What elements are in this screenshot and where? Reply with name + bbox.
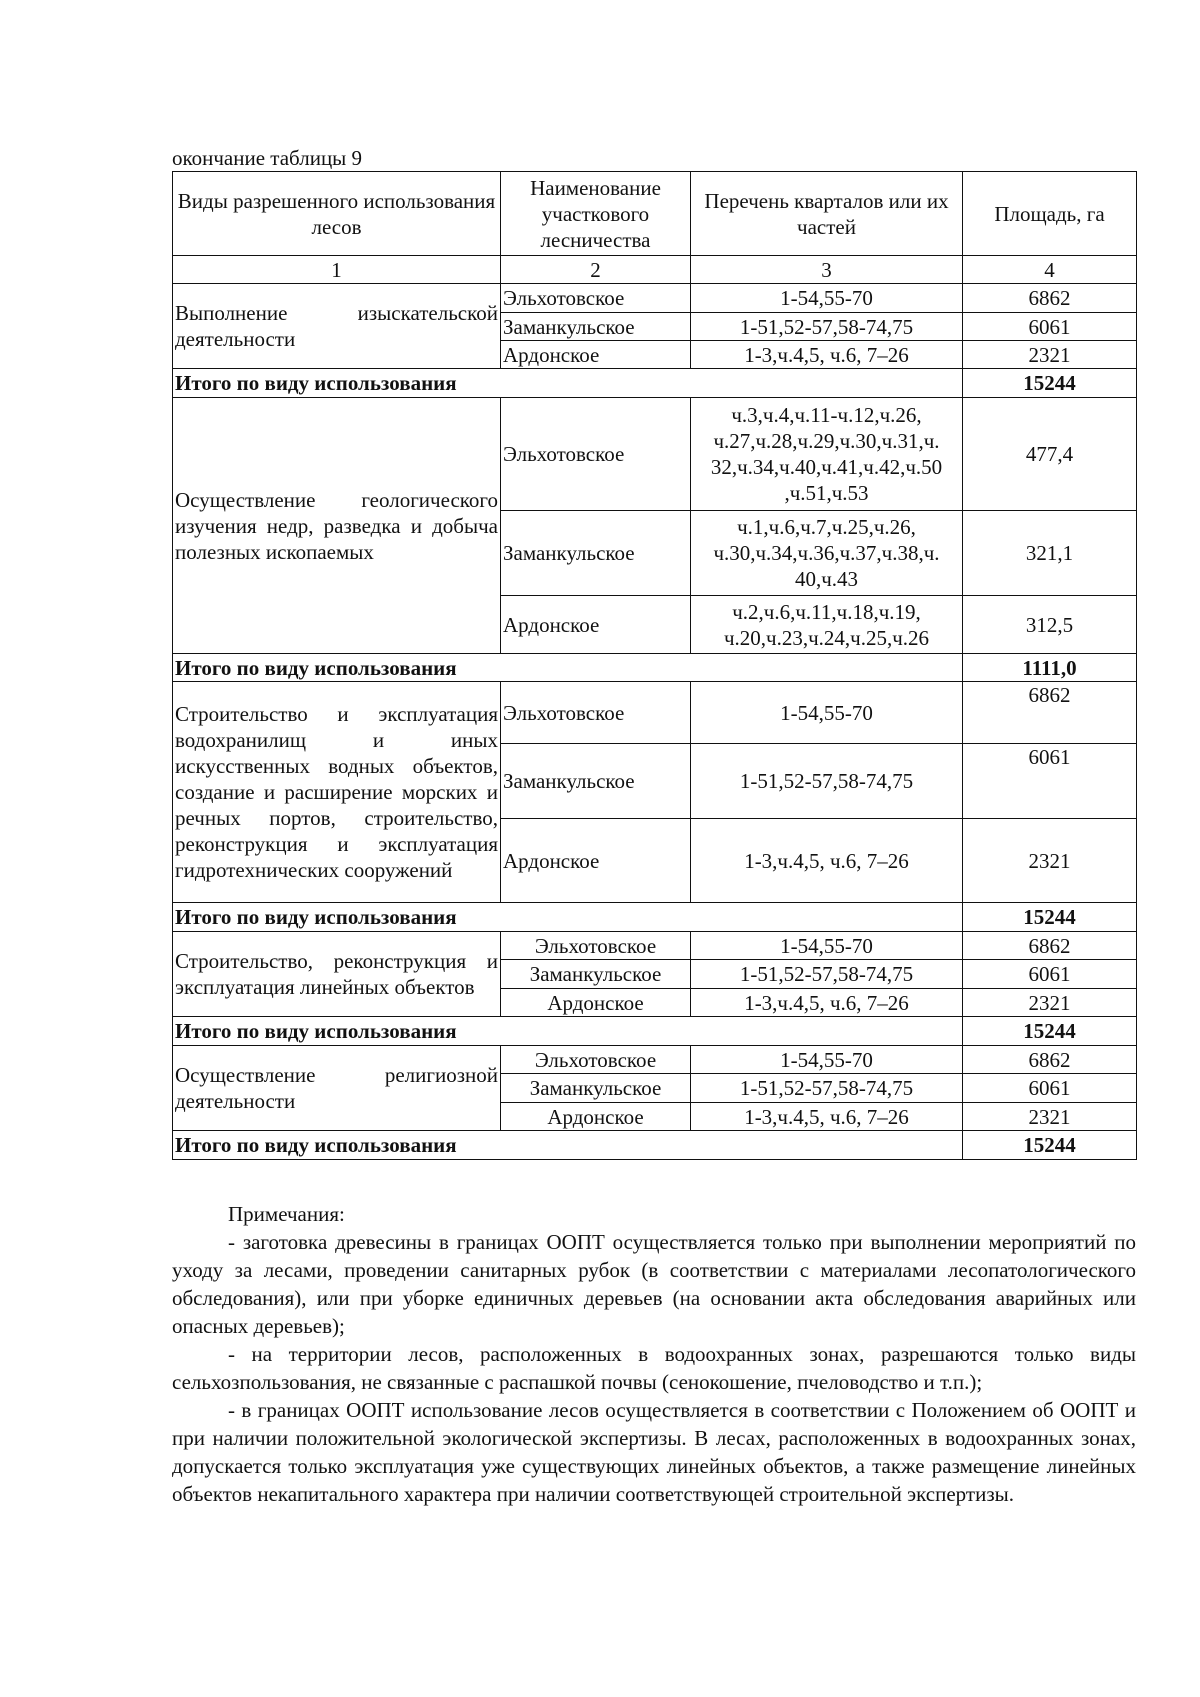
use-type-cell: Осуществление религиозной деятельности <box>173 1046 501 1131</box>
total-label: Итого по виду использования <box>173 1131 963 1160</box>
forestry-cell: Ардонское <box>501 989 691 1017</box>
total-value: 15244 <box>963 1017 1137 1046</box>
quarters-cell: 1-51,52-57,58-74,75 <box>691 960 963 989</box>
area-cell: 477,4 <box>963 398 1137 511</box>
area-cell: 6061 <box>963 744 1137 819</box>
quarters-cell: 1-3,ч.4,5, ч.6, 7–26 <box>691 819 963 903</box>
total-label: Итого по виду использования <box>173 654 963 682</box>
area-cell: 6862 <box>963 284 1137 313</box>
forestry-cell: Эльхотовское <box>501 398 691 511</box>
col-number: 4 <box>963 256 1137 284</box>
note-item: - заготовка древесины в границах ООПТ осуществляется только при выполнении мероприятий по уходу за лесами, проведении санитарных рубок (в соответствии с материалами лесопатологического обследования), или при уборке единичных деревьев (на основании акта обследования аварийных или опасных деревьев); <box>172 1230 1136 1338</box>
area-cell: 6061 <box>963 313 1137 341</box>
quarters-cell: 1-51,52-57,58-74,75 <box>691 1074 963 1103</box>
forestry-cell: Эльхотовское <box>501 284 691 313</box>
col-number: 2 <box>501 256 691 284</box>
use-type-cell: Строительство и эксплуатация водохранилищ и иных искусственных водных объектов, создание и расширение морских и речных портов, строительство, реконструкция и эксплуатация гидротехнических сооружений <box>173 682 501 903</box>
area-cell: 312,5 <box>963 596 1137 654</box>
quarters-cell: 1-54,55-70 <box>691 932 963 960</box>
forestry-cell: Заманкульское <box>501 744 691 819</box>
total-value: 15244 <box>963 903 1137 932</box>
notes-section <box>172 1200 1136 1508</box>
note-item: - в границах ООПТ использование лесов осуществляется в соответствии с Положением об ООПТ и при наличии положительной экологической экспертизы. В лесах, расположенных в водоохранных зонах, допускается только эксплуатация уже существующих линейных объектов, а также размещение линейных объектов некапитального характера при наличии соответствующей строительной экспертизы. <box>172 1398 1136 1506</box>
forestry-cell: Заманкульское <box>501 511 691 596</box>
forestry-cell: Эльхотовское <box>501 1046 691 1074</box>
use-type-cell: Строительство, реконструкция и эксплуатация линейных объектов <box>173 932 501 1017</box>
total-label: Итого по виду использования <box>173 369 963 398</box>
total-label: Итого по виду использования <box>173 1017 963 1046</box>
area-cell: 6862 <box>963 682 1137 744</box>
area-cell: 2321 <box>963 989 1137 1017</box>
header-col4: Площадь, га <box>963 172 1137 256</box>
forestry-cell: Заманкульское <box>501 960 691 989</box>
forestry-cell: Заманкульское <box>501 313 691 341</box>
column-number-row <box>173 256 1137 284</box>
quarters-cell: 1-54,55-70 <box>691 284 963 313</box>
area-cell: 321,1 <box>963 511 1137 596</box>
area-cell: 6061 <box>963 960 1137 989</box>
forestry-cell: Эльхотовское <box>501 932 691 960</box>
col-number: 1 <box>173 256 501 284</box>
total-row <box>173 654 1137 682</box>
area-cell: 6862 <box>963 1046 1137 1074</box>
total-value: 15244 <box>963 1131 1137 1160</box>
forestry-cell: Эльхотовское <box>501 682 691 744</box>
total-row <box>173 1131 1137 1160</box>
total-row <box>173 1017 1137 1046</box>
forest-use-table <box>172 171 1137 1160</box>
quarters-cell: ч.1,ч.6,ч.7,ч.25,ч.26, ч.30,ч.34,ч.36,ч.37,ч.38,ч. 40,ч.43 <box>691 511 963 596</box>
forestry-cell: Ардонское <box>501 1103 691 1131</box>
area-cell: 2321 <box>963 341 1137 369</box>
forestry-cell: Ардонское <box>501 596 691 654</box>
quarters-cell: 1-51,52-57,58-74,75 <box>691 313 963 341</box>
notes-title: Примечания: <box>228 1202 345 1226</box>
forestry-cell: Заманкульское <box>501 1074 691 1103</box>
total-row <box>173 903 1137 932</box>
note-item: - на территории лесов, расположенных в водоохранных зонах, разрешаются только виды сельхозпользования, не связанные с распашкой почвы (сенокошение, пчеловодство и т.п.); <box>172 1342 1136 1394</box>
header-row <box>173 172 1137 256</box>
quarters-cell: 1-3,ч.4,5, ч.6, 7–26 <box>691 341 963 369</box>
quarters-cell: 1-51,52-57,58-74,75 <box>691 744 963 819</box>
area-cell: 2321 <box>963 819 1137 903</box>
header-col1: Виды разрешенного использования лесов <box>173 172 501 256</box>
forestry-cell: Ардонское <box>501 341 691 369</box>
header-col3: Перечень кварталов или их частей <box>691 172 963 256</box>
forestry-cell: Ардонское <box>501 819 691 903</box>
table-row <box>173 1046 1137 1074</box>
table-row <box>173 398 1137 511</box>
table-caption: окончание таблицы 9 <box>172 146 363 170</box>
quarters-cell: ч.3,ч.4,ч.11-ч.12,ч.26, ч.27,ч.28,ч.29,ч.30,ч.31,ч. 32,ч.34,ч.40,ч.41,ч.42,ч.50 ,ч.51,ч.53 <box>691 398 963 511</box>
area-cell: 2321 <box>963 1103 1137 1131</box>
total-value: 1111,0 <box>963 654 1137 682</box>
use-type-cell: Выполнение изыскательской деятельности <box>173 284 501 369</box>
total-label: Итого по виду использования <box>173 903 963 932</box>
table-row <box>173 284 1137 313</box>
area-cell: 6061 <box>963 1074 1137 1103</box>
use-type-cell: Осуществление геологического изучения недр, разведка и добыча полезных ископаемых <box>173 398 501 654</box>
quarters-cell: 1-3,ч.4,5, ч.6, 7–26 <box>691 1103 963 1131</box>
table-row <box>173 932 1137 960</box>
total-row <box>173 369 1137 398</box>
table-row <box>173 682 1137 744</box>
quarters-cell: 1-54,55-70 <box>691 1046 963 1074</box>
total-value: 15244 <box>963 369 1137 398</box>
quarters-cell: ч.2,ч.6,ч.11,ч.18,ч.19, ч.20,ч.23,ч.24,ч.25,ч.26 <box>691 596 963 654</box>
quarters-cell: 1-3,ч.4,5, ч.6, 7–26 <box>691 989 963 1017</box>
quarters-cell: 1-54,55-70 <box>691 682 963 744</box>
col-number: 3 <box>691 256 963 284</box>
area-cell: 6862 <box>963 932 1137 960</box>
header-col2: Наименование участкового лесничества <box>501 172 691 256</box>
